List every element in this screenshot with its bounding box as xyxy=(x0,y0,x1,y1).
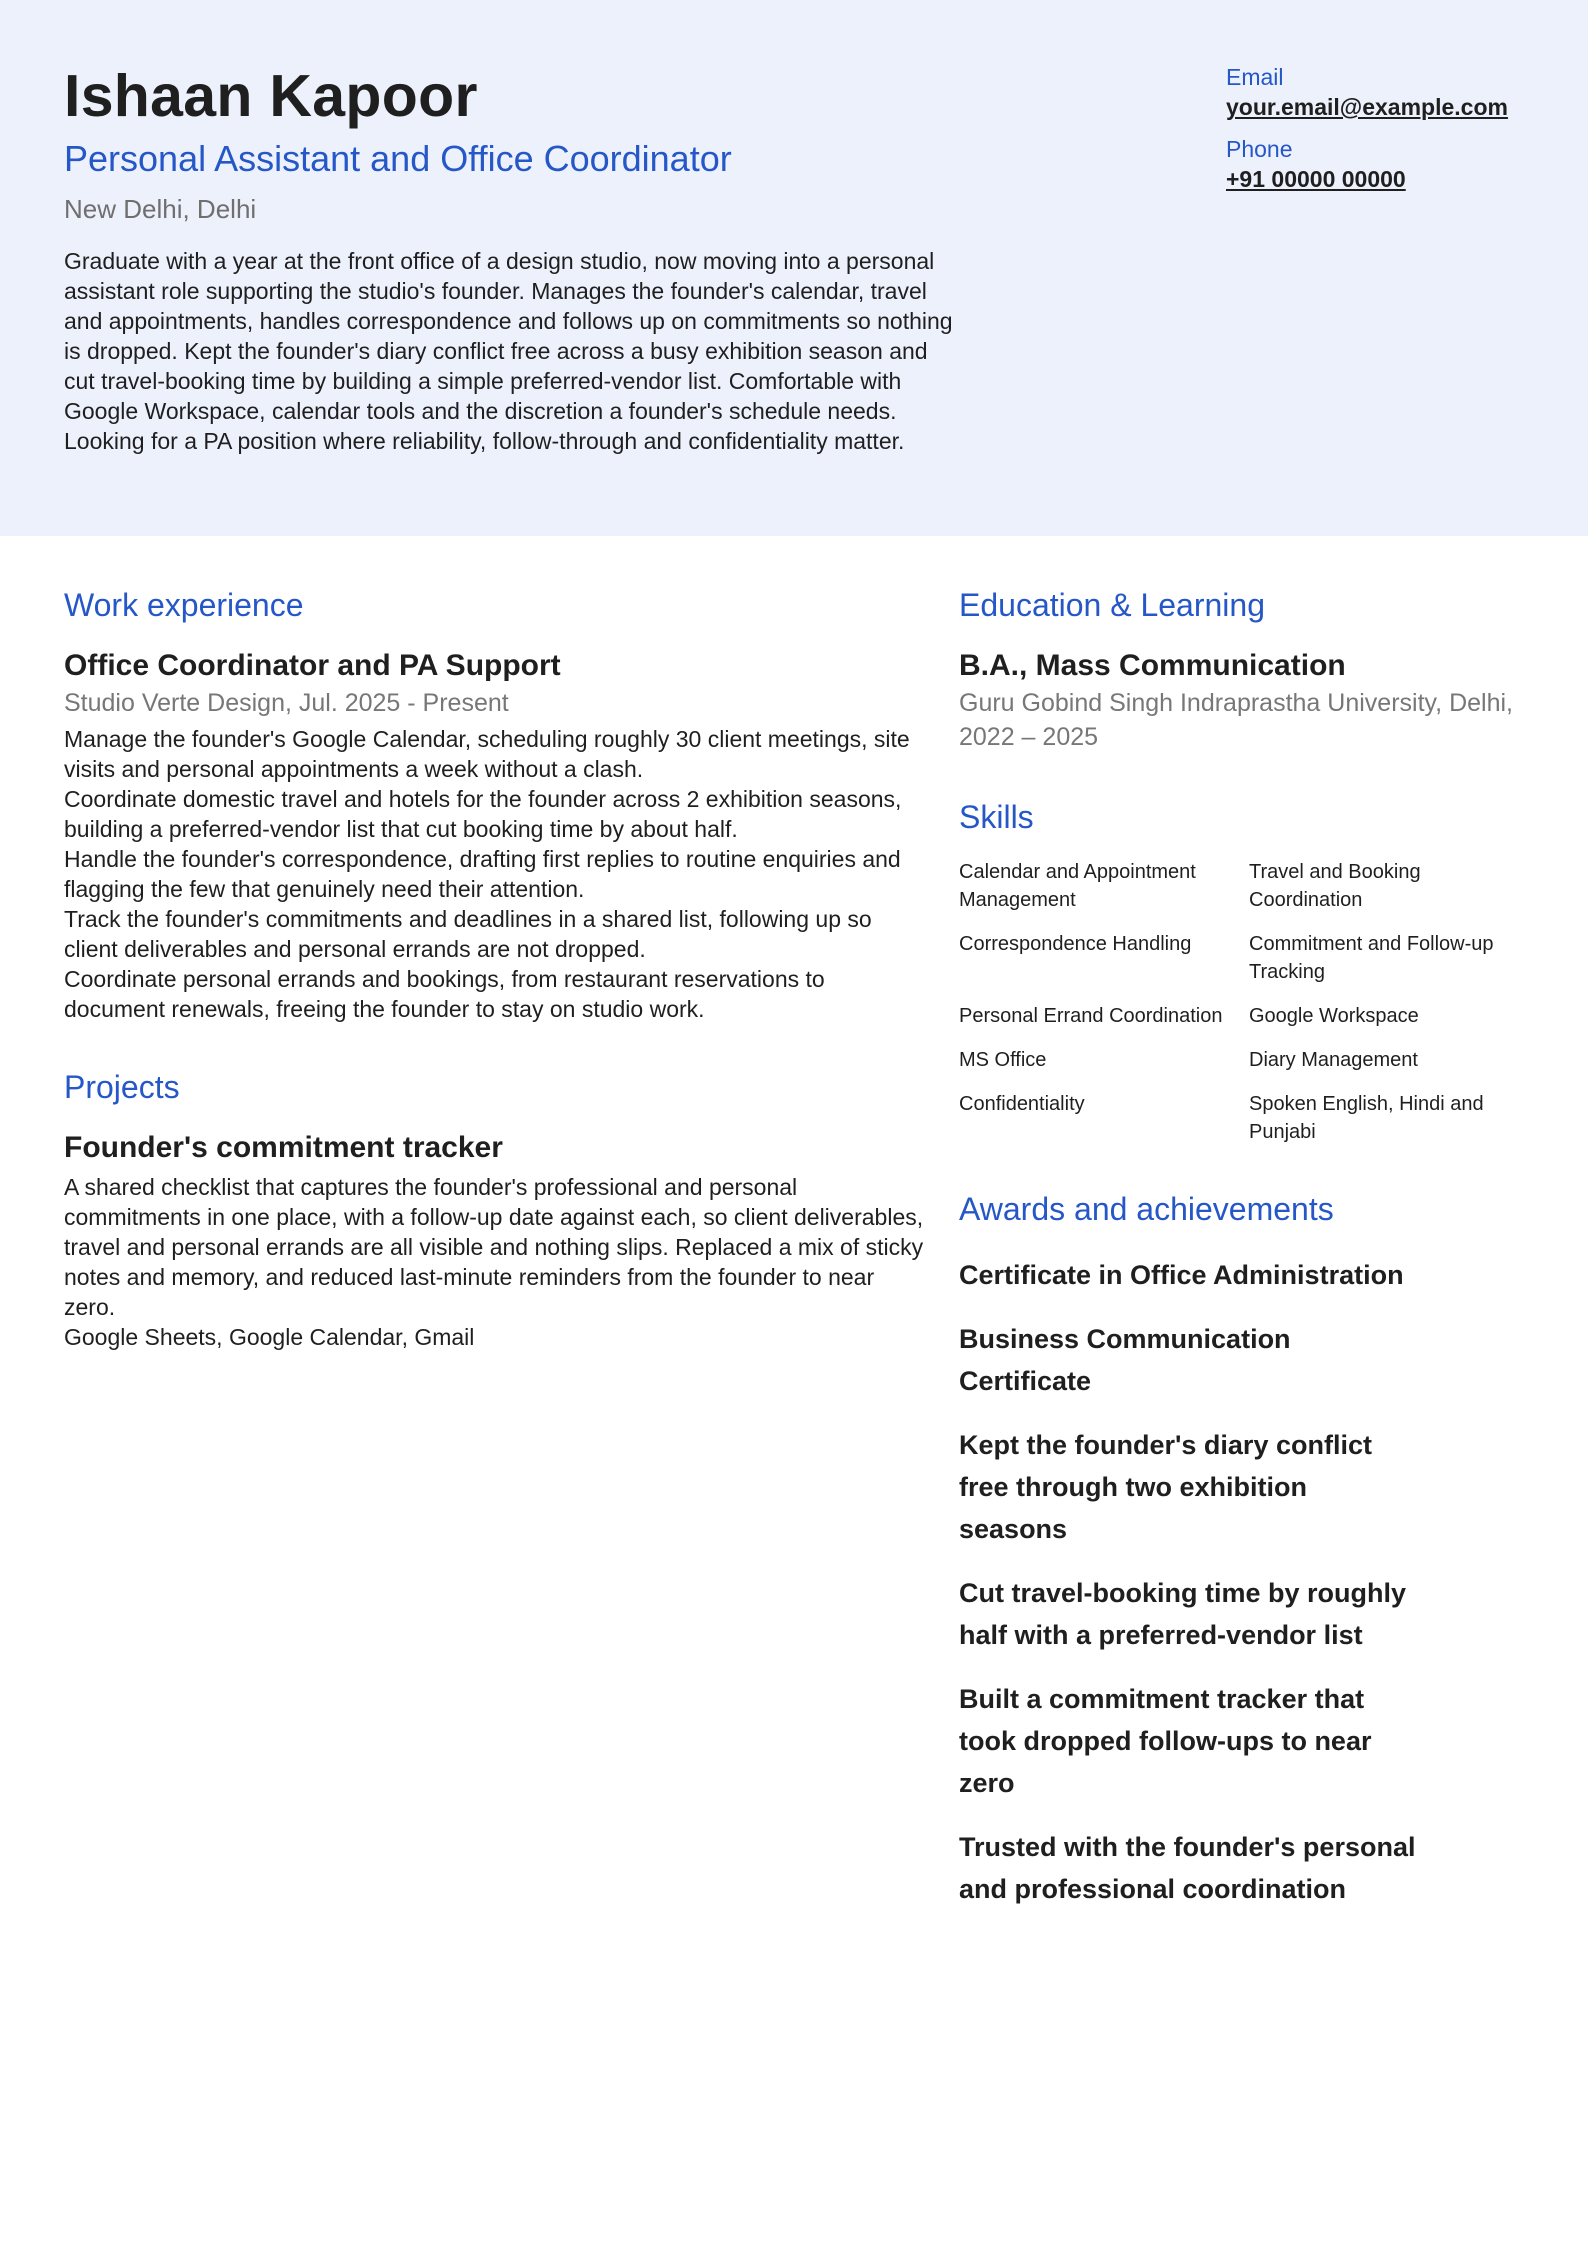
project-title: Founder's commitment tracker xyxy=(64,1131,503,1164)
award-item: Built a commitment tracker that took dropped follow-ups to near zero xyxy=(959,1684,1372,1798)
skill-item: Correspondence Handling xyxy=(959,933,1192,955)
skill-item: Personal Errand Coordination xyxy=(959,1005,1223,1027)
skill-item: Calendar and Appointment Management xyxy=(959,861,1196,911)
award-item: Certificate in Office Administration xyxy=(959,1260,1404,1290)
skills-section-title: Skills xyxy=(959,799,1034,835)
job-title: Personal Assistant and Office Coordinator xyxy=(64,138,732,179)
award-item: Kept the founder's diary conflict free through two exhibition seasons xyxy=(959,1430,1372,1544)
work-bullet: Track the founder's commitments and deadlines in a shared list, following up so client deliverables and personal errands are not dropped. xyxy=(64,906,872,962)
awards-section-title: Awards and achievements xyxy=(959,1191,1334,1227)
skill-item: MS Office xyxy=(959,1049,1047,1071)
education-institution: Guru Gobind Singh Indraprastha University, Delhi, 2022 – 2025 xyxy=(959,689,1513,751)
project-tools: Google Sheets, Google Calendar, Gmail xyxy=(64,1324,475,1350)
work-role: Office Coordinator and PA Support xyxy=(64,649,561,682)
education-degree: B.A., Mass Communication xyxy=(959,649,1346,682)
work-bullet: Coordinate personal errands and bookings, from restaurant reservations to document renewals, freeing the founder to stay on studio work. xyxy=(64,966,825,1022)
skill-item: Commitment and Follow-up Tracking xyxy=(1249,933,1494,983)
skill-item: Confidentiality xyxy=(959,1093,1085,1115)
work-bullets xyxy=(64,724,924,1024)
right-column xyxy=(959,582,1539,1910)
phone-label: Phone xyxy=(1226,136,1293,162)
left-column xyxy=(64,582,924,1352)
skill-item: Diary Management xyxy=(1249,1049,1418,1071)
phone-link[interactable]: +91 00000 00000 xyxy=(1226,166,1406,192)
project-description: A shared checklist that captures the founder's professional and personal commitments in one place, with a follow-up date against each, so client deliverables, travel and personal errands are all visible and nothing slips. Replaced a mix of sticky notes and memory, and reduced last-minute reminders from the founder to near zero. xyxy=(64,1174,924,1320)
work-bullet: Manage the founder's Google Calendar, scheduling roughly 30 client meetings, site visits and personal appointments a week without a clash. xyxy=(64,726,910,782)
work-meta: Studio Verte Design, Jul. 2025 - Present xyxy=(64,689,509,717)
skill-item: Google Workspace xyxy=(1249,1005,1419,1027)
projects-section-title: Projects xyxy=(64,1069,180,1105)
work-bullet: Coordinate domestic travel and hotels for the founder across 2 exhibition seasons, building a preferred-vendor list that cut booking time by about half. xyxy=(64,786,902,842)
location: New Delhi, Delhi xyxy=(64,194,257,224)
award-item: Cut travel-booking time by roughly half with a preferred-vendor list xyxy=(959,1578,1407,1650)
skill-item: Spoken English, Hindi and Punjabi xyxy=(1249,1093,1484,1143)
candidate-name: Ishaan Kapoor xyxy=(64,63,478,129)
skill-item: Travel and Booking Coordination xyxy=(1249,861,1421,911)
summary: Graduate with a year at the front office of a design studio, now moving into a personal assistant role supporting the studio's founder. Manages the founder's calendar, travel and appointments, handles correspondence and follows up on commitments so nothing is dropped. Kept the founder's diary conflict free across a busy exhibition season and cut travel-booking time by building a simple preferred-vendor list. Comfortable with Google Workspace, calendar tools and the discretion a founder's schedule needs. Looking for a PA position where reliability, follow-through and confidentiality matter. xyxy=(64,248,953,454)
header-banner xyxy=(0,0,1588,536)
award-item: Trusted with the founder's personal and professional coordination xyxy=(959,1832,1416,1904)
skills-grid xyxy=(959,858,1539,1146)
work-bullet: Handle the founder's correspondence, drafting first replies to routine enquiries and flagging the few that genuinely need their attention. xyxy=(64,846,901,902)
work-section-title: Work experience xyxy=(64,587,304,623)
award-item: Business Communication Certificate xyxy=(959,1324,1291,1396)
education-section-title: Education & Learning xyxy=(959,587,1265,623)
contact-block xyxy=(1226,62,1508,206)
email-link[interactable]: your.email@example.com xyxy=(1226,94,1508,120)
email-label: Email xyxy=(1226,64,1284,90)
